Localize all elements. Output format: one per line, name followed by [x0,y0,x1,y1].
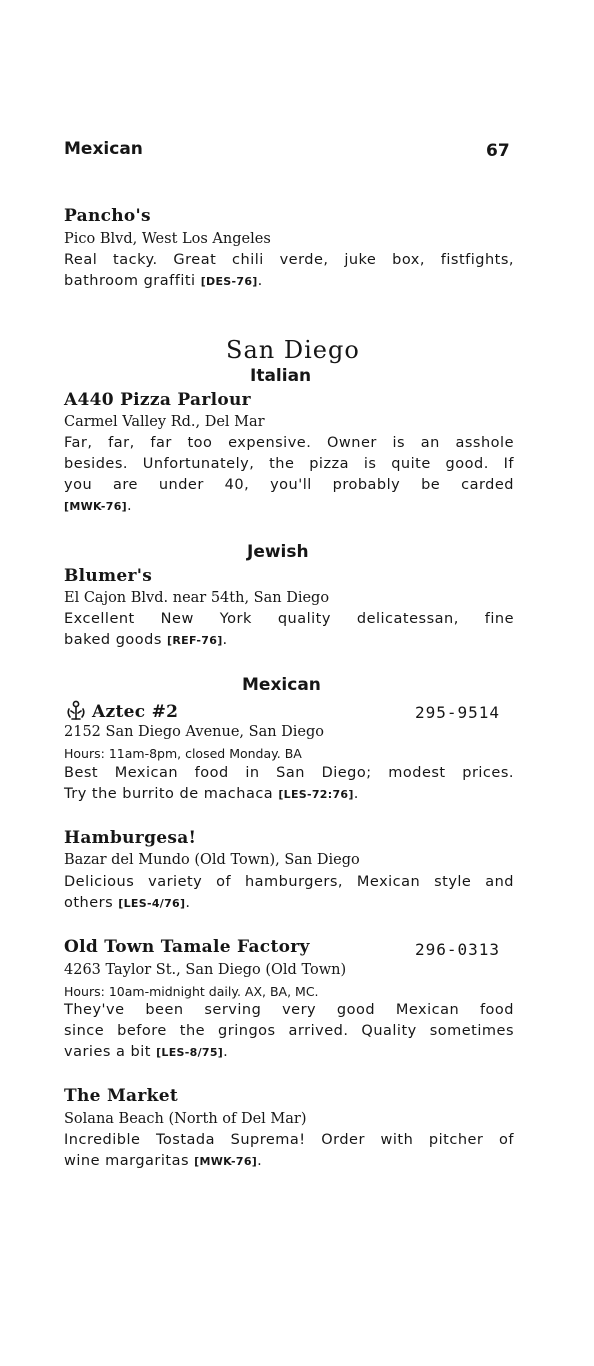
entry-hours-old-town: Hours: 10am-midnight daily. AX, BA, MC. [64,984,319,999]
entry-review-line: baked goods [REF-76]. [64,632,228,648]
aztec-glyph-icon [64,699,88,721]
reviewer-code: [MWK-76] [194,1155,258,1168]
reviewer-code: [DES-76] [200,275,258,288]
entry-review-line: Far, far, far too expensive. Owner is an asshole [64,435,514,451]
reviewer-code: [LES-72:76] [278,788,354,801]
entry-address-hamburgesa: Bazar del Mundo (Old Town), San Diego [64,852,360,868]
reviewer-code: [MWK-76] [64,500,127,513]
entry-name-hamburgesa: Hamburgesa! [64,828,197,848]
entry-review-line: Try the burrito de machaca [LES-72:76]. [64,786,359,802]
entry-name-blumers: Blumer's [64,566,153,586]
entry-hours-aztec: Hours: 11am-8pm, closed Monday. BA [64,746,302,761]
entry-review-line: Delicious variety of hamburgers, Mexican style and [64,874,514,890]
entry-review-line: [MWK-76]. [64,498,133,514]
entry-review-line: besides. Unfortunately, the pizza is quite good. If [64,456,514,472]
cuisine-heading-jewish: Jewish [247,542,309,562]
entry-review-line: bathroom graffiti [DES-76]. [64,273,263,289]
entry-review-line: since before the gringos arrived. Quality sometimes [64,1023,514,1039]
cuisine-heading-mexican: Mexican [242,675,321,695]
entry-review-line: Excellent New York quality delicatessan, fine [64,611,514,627]
entry-address-panchos: Pico Blvd, West Los Angeles [64,231,271,247]
entry-review-line: you are under 40, you'll probably be carded [64,477,514,493]
entry-phone-aztec: 295-9514 [415,703,501,722]
reviewer-code: [LES-4/76] [118,897,186,910]
cuisine-heading-italian: Italian [250,366,312,386]
entry-review-line: others [LES-4/76]. [64,895,191,911]
entry-address-a440: Carmel Valley Rd., Del Mar [64,414,265,430]
entry-name-aztec: Aztec #2 [64,699,178,722]
entry-review-line: They've been serving very good Mexican food [64,1002,514,1018]
running-header-section: Mexican [64,139,143,159]
city-heading: San Diego [226,336,360,364]
entry-address-blumers: El Cajon Blvd. near 54th, San Diego [64,590,330,606]
entry-phone-old-town: 296-0313 [415,940,501,959]
entry-review-line: varies a bit [LES-8/75]. [64,1044,229,1060]
entry-name-old-town: Old Town Tamale Factory [64,937,310,957]
reviewer-code: [LES-8/75] [156,1046,224,1059]
reviewer-code: [REF-76] [167,634,223,647]
entry-name-a440: A440 Pizza Parlour [64,390,251,410]
entry-review-line: wine margaritas [MWK-76]. [64,1153,263,1169]
entry-address-aztec: 2152 San Diego Avenue, San Diego [64,724,325,740]
entry-name-panchos: Pancho's [64,206,151,226]
entry-review-line: Incredible Tostada Suprema! Order with pitcher of [64,1132,514,1148]
entry-review-line: Real tacky. Great chili verde, juke box, fistfights, [64,252,514,268]
entry-review-line: Best Mexican food in San Diego; modest prices. [64,765,514,781]
entry-address-the-market: Solana Beach (North of Del Mar) [64,1111,307,1127]
entry-address-old-town: 4263 Taylor St., San Diego (Old Town) [64,962,347,978]
page-number: 67 [486,141,510,161]
entry-name-the-market: The Market [64,1086,178,1106]
